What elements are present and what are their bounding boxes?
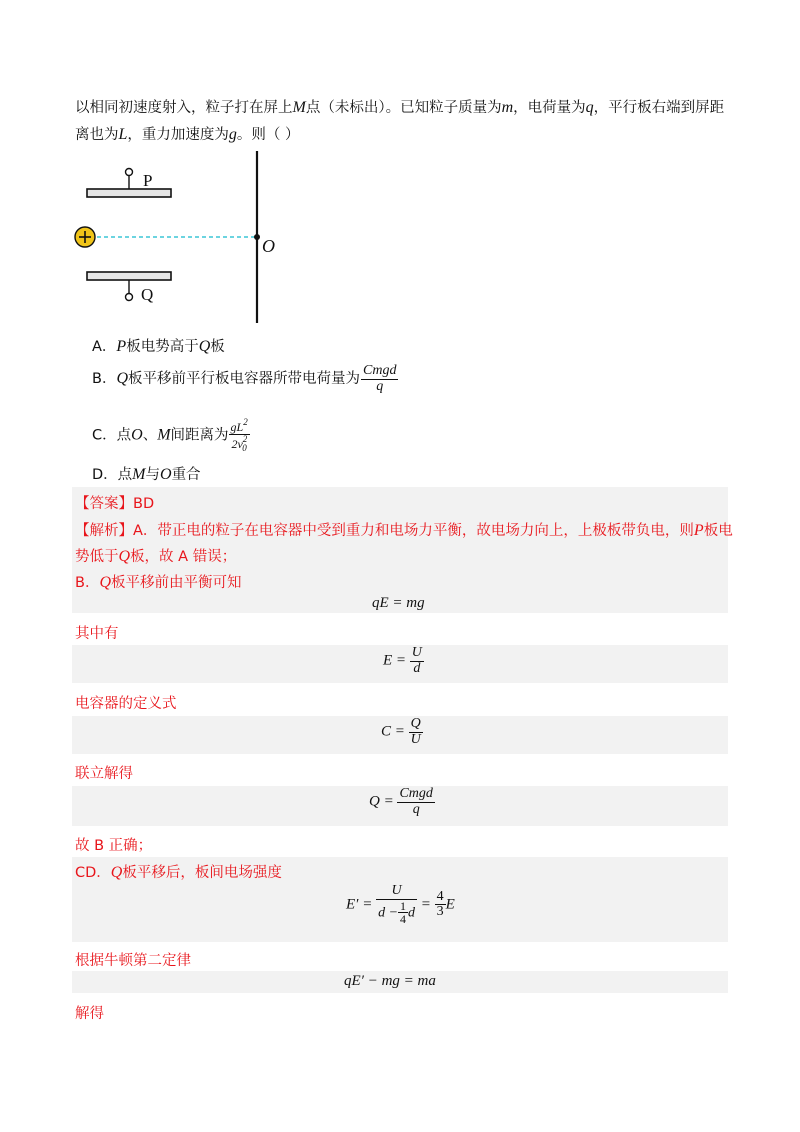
option-c[interactable]: C．点O、M间距离为 $\frac{gL^2}{2v^2_0}$ bbox=[92, 417, 248, 453]
plate-q bbox=[87, 272, 171, 280]
equation-q-cmgd: Q = $\frac{\text{Cmgd}}{q}$ bbox=[369, 786, 433, 817]
option-b-fraction: $\frac{\text{Cmgd}}{q}$ bbox=[363, 363, 397, 394]
equation-qe-mg: qE = mg bbox=[372, 595, 425, 611]
equation-newton: qE′ − mg = ma bbox=[344, 973, 436, 989]
equation-e-ud: E = $\frac{U}{d}$ bbox=[383, 645, 422, 676]
question-line-1: 以相同初速度射入，粒子打在屏上M点（未标出）。已知粒子质量为m，电荷量为q，平行板右端到屏距 bbox=[75, 99, 725, 116]
label-q: Q bbox=[141, 285, 154, 304]
question-line-2: 离也为L，重力加速度为g。则（ ） bbox=[75, 126, 300, 143]
equation-c-qu: C = $\frac{Q}{U}$ bbox=[381, 716, 421, 747]
option-c-fraction: $\frac{gL^2}{2v^2_0}$ bbox=[230, 417, 248, 453]
analysis-line-4: 其中有 bbox=[75, 626, 119, 642]
plate-p-terminal-node bbox=[126, 169, 133, 176]
equation-e-prime: E′ = U d − $\frac{1}{4}$ d = $\frac{4}{3}$ E bbox=[346, 883, 455, 927]
analysis-line-3: B．Q板平移前由平衡可知 bbox=[75, 574, 242, 591]
analysis-line-6: 联立解得 bbox=[75, 766, 133, 782]
label-o: O bbox=[262, 236, 275, 256]
analysis-line-10: 解得 bbox=[75, 1006, 104, 1022]
option-d[interactable]: D．点M与O重合 bbox=[92, 466, 201, 483]
answer-line: 【答案】BD bbox=[75, 496, 155, 512]
option-a[interactable]: A．P板电势高于Q板 bbox=[92, 338, 225, 355]
analysis-line-1: 【解析】A．带正电的粒子在电容器中受到重力和电场力平衡，故电场力向上，上极板带负电，则P板电 bbox=[75, 522, 733, 539]
capacitor-diagram bbox=[60, 145, 320, 330]
plate-p bbox=[87, 189, 171, 197]
analysis-line-9: 根据牛顿第二定律 bbox=[75, 953, 191, 969]
point-o bbox=[254, 234, 260, 240]
analysis-line-7: 故 B 正确； bbox=[75, 838, 153, 854]
option-b[interactable]: B．Q板平移前平行板电容器所带电荷量为 $\frac{\text{Cmgd}}{q}$ bbox=[92, 363, 397, 394]
analysis-line-8: CD．Q板平移后，板间电场强度 bbox=[75, 864, 282, 881]
label-p: P bbox=[143, 171, 153, 190]
analysis-line-5: 电容器的定义式 bbox=[75, 696, 177, 712]
analysis-line-2: 势低于Q板，故 A 错误； bbox=[75, 548, 237, 565]
plate-q-terminal-node bbox=[126, 294, 133, 301]
